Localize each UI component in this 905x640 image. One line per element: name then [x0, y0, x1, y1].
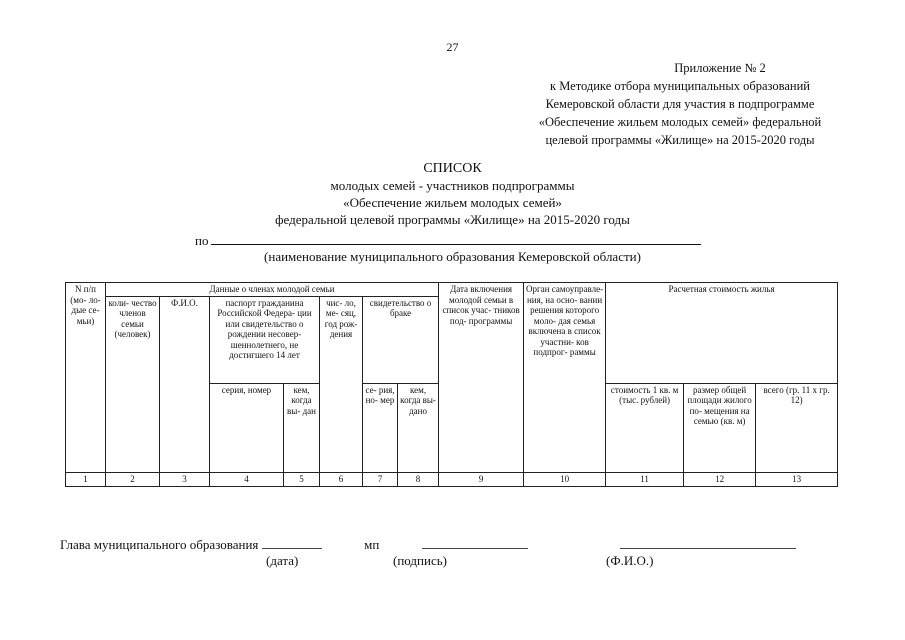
families-table: [65, 282, 838, 487]
list-subtitle: молодых семей - участников подпрограммы: [330, 178, 575, 193]
appendix-line: к Методике отбора муниципальных образований: [550, 79, 810, 93]
appendix-line: Кемеровской области для участия в подпрограмме: [545, 97, 815, 111]
column-number: 4: [210, 472, 284, 486]
signature-line: [60, 536, 796, 553]
column-number: 10: [524, 472, 606, 486]
column-number: 8: [398, 472, 439, 486]
appendix-line: целевой программы «Жилище» на 2015-2020 годы: [545, 133, 815, 147]
page-number: 27: [446, 40, 459, 54]
list-subtitle: федеральной целевой программы «Жилище» на 2015-2020 годы: [275, 212, 630, 227]
header-sub-total: всего (гр. 11 x гр. 12): [756, 383, 838, 472]
list-heading: [0, 160, 905, 228]
header-group-cost: Расчетная стоимость жилья: [606, 283, 838, 297]
header-sub-cost-per-meter: стоимость 1 кв. м (тыс. рублей): [606, 383, 684, 472]
header-cell-fio: Ф.И.О.: [160, 296, 210, 472]
header-cell-count: коли- чество членов семьи (человек): [106, 296, 160, 472]
header-cell-birth: чис- ло, ме- сяц, год рож- дения: [320, 296, 363, 472]
header-cost-spacer: [606, 296, 838, 383]
header-cell-organ: Орган самоуправле- ния, на осно- вании решения которого моло- дая семья включена в список участни- ков подпрог- раммы: [524, 283, 606, 473]
municipality-caption: (наименование муниципального образования Кемеровской области): [264, 249, 641, 264]
column-number: 9: [439, 472, 524, 486]
fio-caption: (Ф.И.О.): [606, 553, 654, 568]
municipality-blank: [211, 232, 701, 245]
appendix-line: «Обеспечение жильем молодых семей» федеральной: [538, 115, 822, 129]
column-number: 7: [363, 472, 398, 486]
header-cell-number: N п/п (мо- ло- дые се- мьи): [66, 283, 106, 473]
column-number-row: [66, 472, 838, 486]
date-caption: (дата): [266, 553, 299, 568]
header-cell-marriage: свидетельство о браке: [363, 296, 439, 383]
column-number: 6: [320, 472, 363, 486]
stamp-label: мп: [364, 537, 380, 552]
header-sub-marriage-issued: кем, когда вы- дано: [398, 383, 439, 472]
column-number: 13: [756, 472, 838, 486]
column-number: 5: [284, 472, 320, 486]
signature-caption: (подпись): [393, 553, 447, 568]
header-group-members: Данные о членах молодой семьи: [106, 283, 439, 297]
head-label: Глава муниципального образования: [60, 537, 259, 552]
appendix-header: [480, 59, 880, 149]
column-number: 2: [106, 472, 160, 486]
appendix-title: Приложение № 2: [674, 61, 766, 75]
header-sub-series: серия, номер: [210, 383, 284, 472]
po-label: по: [195, 233, 209, 248]
header-sub-issued: кем, когда вы- дан: [284, 383, 320, 472]
header-cell-passport: паспорт гражданина Российской Федера- ции или свидетельство о рождении несовер- шеннолетнего, не достигшего 14 лет: [210, 296, 320, 383]
municipality-line: [195, 232, 701, 249]
header-sub-area: размер общей площади жилого по- мещения на семью (кв. м): [684, 383, 756, 472]
list-title: СПИСОК: [423, 161, 482, 176]
signature-blank: [422, 536, 528, 549]
list-subtitle: «Обеспечение жильем молодых семей»: [343, 195, 562, 210]
column-number: 3: [160, 472, 210, 486]
fio-blank: [620, 536, 796, 549]
header-sub-marriage-series: се- рия, но- мер: [363, 383, 398, 472]
column-number: 1: [66, 472, 106, 486]
header-cell-date: Дата включения молодой семьи в список учас- тников под- программы: [439, 283, 524, 473]
column-number: 12: [684, 472, 756, 486]
date-blank: [262, 536, 322, 549]
column-number: 11: [606, 472, 684, 486]
